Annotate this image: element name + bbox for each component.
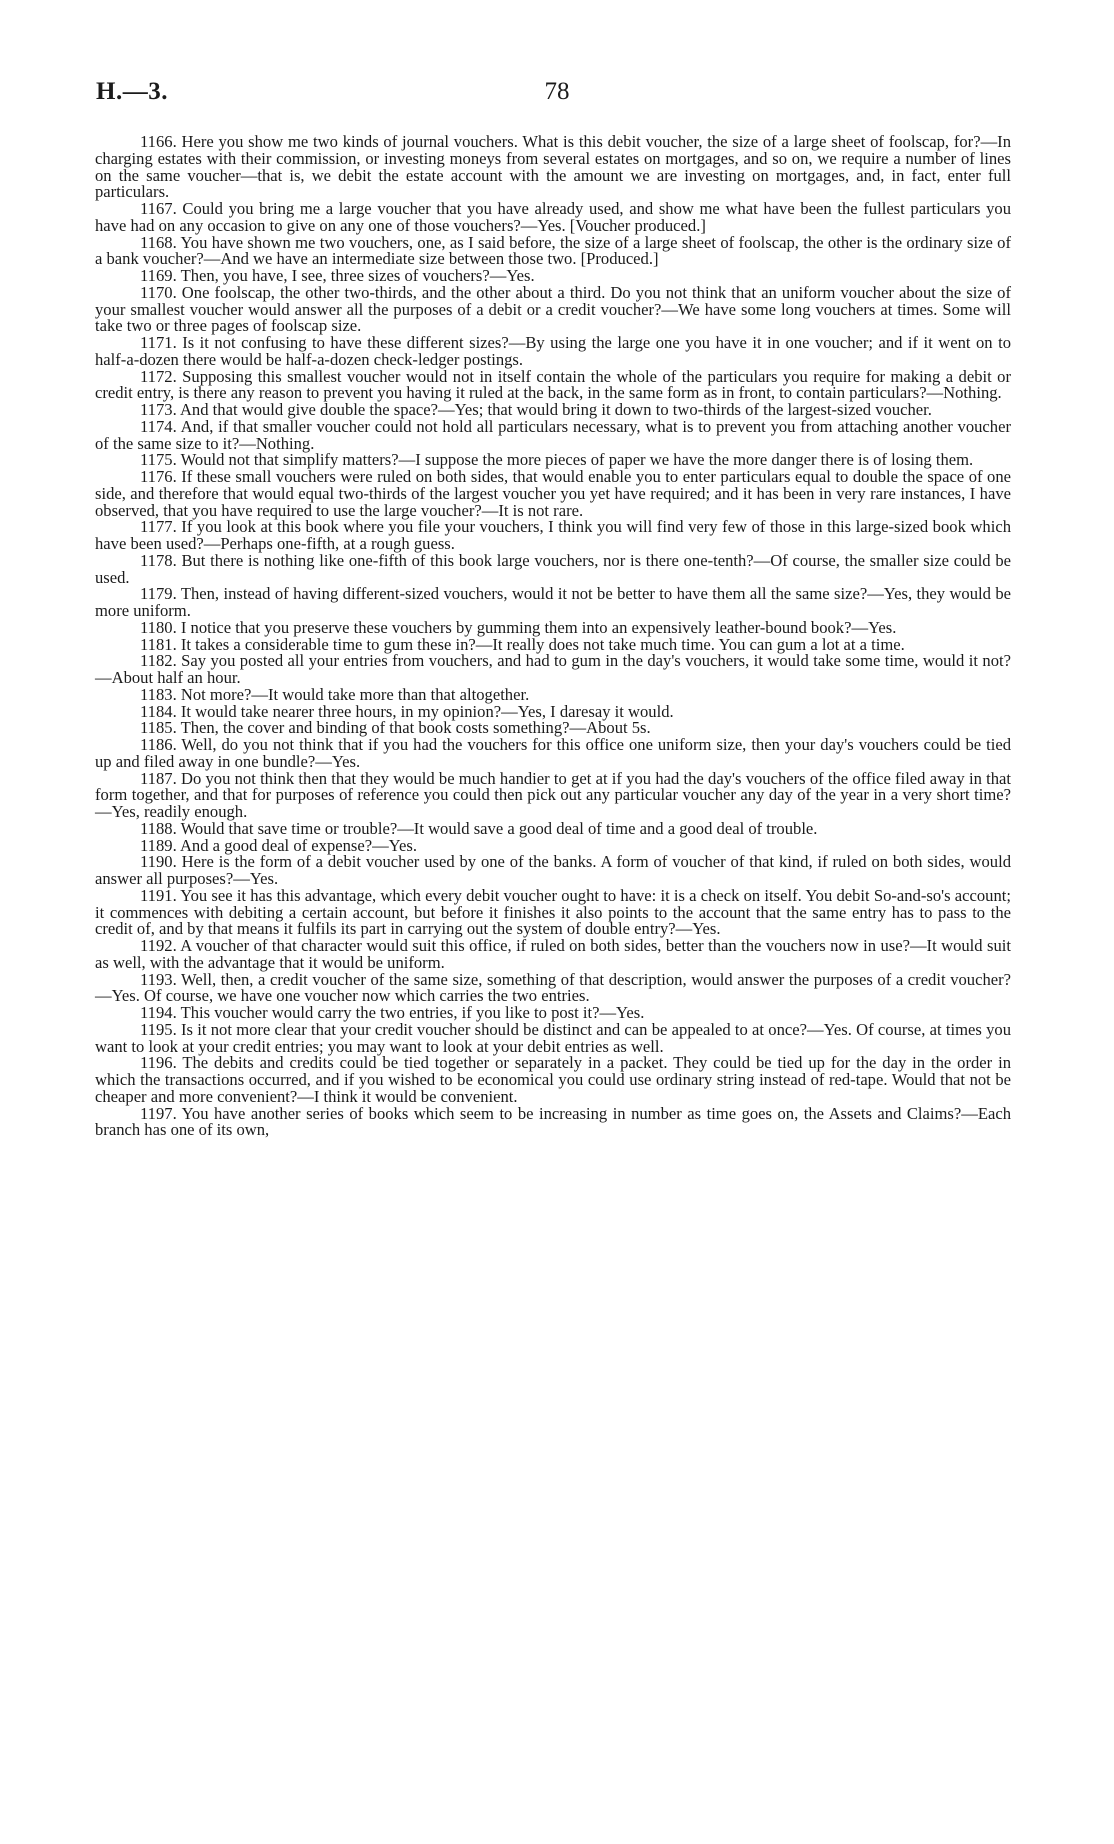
question-paragraph: 1166. Here you show me two kinds of journal vouchers. What is this debit voucher, the size of a large sheet of foolscap, for?—In charging estates with their commission, or investing moneys from several estates on mortgages, and so on, we require a number of lines on the same voucher—that is, we debit the estate account with the amount we are investing on mortgages, and, in fact, enter full particulars. <box>95 132 1011 202</box>
question-paragraph: 1188. Would that save time or trouble?—It would save a good deal of time and a good deal of trouble. <box>140 818 818 838</box>
question-paragraph: 1196. The debits and credits could be tied together or separately in a packet. They could be tied up for the day in the order in which the transactions occurred, and if you wished to be economical you could use ordinary string instead of red-tape. Would that not be cheaper and more convenient?—I think it would be convenient. <box>95 1053 1011 1106</box>
question-paragraph: 1194. This voucher would carry the two entries, if you like to post it?—Yes. <box>140 1003 645 1022</box>
question-paragraph: 1190. Here is the form of a debit voucher used by one of the banks. A form of voucher of that kind, if ruled on both sides, would answer all purposes?—Yes. <box>95 852 1011 888</box>
question-paragraph: 1178. But there is nothing like one-fifth of this book large vouchers, nor is there one-tenth?—Of course, the smaller size could be used. <box>95 550 1011 587</box>
question-paragraph: 1186. Well, do you not think that if you had the vouchers for this office one uniform size, then your day's vouchers could be tied up and filed away in one bundle?—Yes. <box>95 735 1011 771</box>
page-header <box>96 78 1018 112</box>
question-paragraph: 1174. And, if that smaller voucher could not hold all particulars necessary, what is to prevent you from attaching another voucher of the same size to it?—Nothing. <box>95 416 1011 453</box>
question-paragraph: 1170. One foolscap, the other two-thirds, and the other about a third. Do you not think that an uniform voucher about the size of your smallest voucher would answer all the purposes of a debit or a credit voucher?—We have some long vouchers at times. Some will take two or three pages of foolscap size. <box>95 282 1011 336</box>
document-reference: H.—3. <box>96 78 168 105</box>
question-paragraph: 1185. Then, the cover and binding of that book costs something?—About 5s. <box>140 718 651 738</box>
minutes-of-evidence <box>95 134 1011 1139</box>
question-paragraph: 1175. Would not that simplify matters?—I suppose the more pieces of paper we have the more danger there is of losing them. <box>140 450 974 470</box>
question-paragraph: 1195. Is it not more clear that your credit voucher should be distinct and can be appealed to at once?—Yes. Of course, at times you want to look at your credit entries; you may want to look at your debit entries as well. <box>95 1019 1011 1056</box>
question-paragraph: 1169. Then, you have, I see, three sizes of vouchers?—Yes. <box>140 266 535 285</box>
question-paragraph: 1197. You have another series of books which seem to be increasing in number as time goes on, the Assets and Claims?—Each branch has one of its own, <box>95 1103 1011 1140</box>
question-paragraph: 1171. Is it not confusing to have these different sizes?—By using the large one you have it in one voucher; and if it went on to half-a-dozen there would be half-a-dozen check-ledger postings. <box>95 333 1011 369</box>
question-paragraph: 1192. A voucher of that character would suit this office, if ruled on both sides, better than the vouchers now in use?—It would suit as well, with the advantage that it would be uniform. <box>95 936 1011 972</box>
question-paragraph: 1172. Supposing this smallest voucher would not in itself contain the whole of the particulars you require for making a debit or credit entry, is there any reason to prevent you having it ruled at the back, in the same form as in front, to contain particulars?—Nothing. <box>95 366 1011 403</box>
question-paragraph: 1177. If you look at this book where you file your vouchers, I think you will find very few of those in this large-sized book which have been used?—Perhaps one-fifth, at a rough guess. <box>95 517 1011 553</box>
question-paragraph: 1182. Say you posted all your entries from vouchers, and had to gum in the day's vouchers, it would take some time, would it not?—About half an hour. <box>95 651 1011 687</box>
question-paragraph: 1167. Could you bring me a large voucher that you have already used, and show me what have been the fullest particulars you have had on any occasion to give on any one of those vouchers?—Yes. [Voucher produced.] <box>95 199 1011 235</box>
question-paragraph: 1180. I notice that you preserve these vouchers by gumming them into an expensively leather-bound book?—Yes. <box>140 617 897 637</box>
question-paragraph: 1176. If these small vouchers were ruled on both sides, that would enable you to enter particulars equal to double the space of one side, and therefore that would equal two-thirds of the largest voucher you yet have required; and it has been in very rare instances, I have observed, that you have required to use the large voucher?—It is not rare. <box>95 467 1011 520</box>
page-number: 78 <box>544 78 570 105</box>
question-paragraph: 1181. It takes a considerable time to gum these in?—It really does not take much time. You can gum a lot at a time. <box>140 634 905 654</box>
question-paragraph: 1193. Well, then, a credit voucher of the same size, something of that description, would answer the purposes of a credit voucher?—Yes. Of course, we have one voucher now which carries the two entries. <box>95 969 1011 1006</box>
question-paragraph: 1179. Then, instead of having different-sized vouchers, would it not be better to have them all the same size?—Yes, they would be more uniform. <box>95 584 1011 620</box>
question-paragraph: 1191. You see it has this advantage, which every debit voucher ought to have: it is a check on itself. You debit So-and-so's account; it commences with debiting a certain account, but before it finishes it also points to the account that the same entry has to pass to the credit of, and by that means it fulfils its part in carrying out the system of double entry?—Yes. <box>95 885 1011 939</box>
question-paragraph: 1183. Not more?—It would take more than that altogether. <box>140 684 530 704</box>
question-paragraph: 1189. And a good deal of expense?—Yes. <box>140 835 417 855</box>
question-paragraph: 1168. You have shown me two vouchers, one, as I said before, the size of a large sheet of foolscap, the other is the ordinary size of a bank voucher?—And we have an intermediate size between those two. [Produced.] <box>95 232 1011 269</box>
question-paragraph: 1184. It would take nearer three hours, in my opinion?—Yes, I daresay it would. <box>140 701 674 721</box>
question-paragraph: 1173. And that would give double the space?—Yes; that would bring it down to two-thirds of the largest-sized voucher. <box>140 400 932 419</box>
question-paragraph: 1187. Do you not think then that they would be much handier to get at if you had the day's vouchers of the office filed away in that form together, and that for purposes of reference you could then pick out any particular voucher any day of the year in a very short time?—Yes, readily enough. <box>95 768 1011 821</box>
